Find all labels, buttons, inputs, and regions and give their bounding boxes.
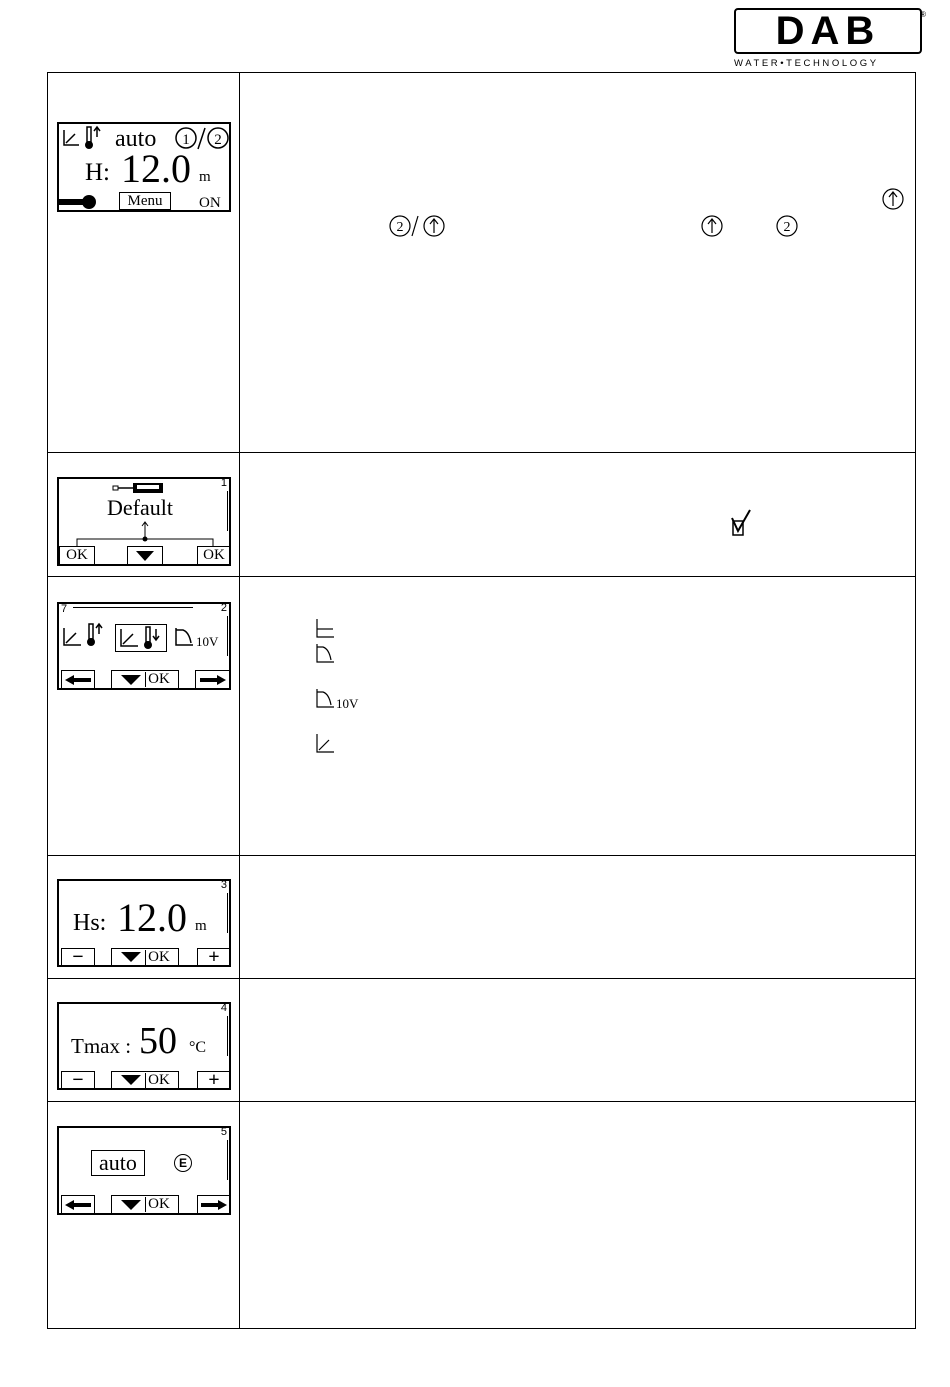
hs-unit: m xyxy=(195,918,207,934)
ok-label: OK xyxy=(148,671,170,687)
wrench-icon xyxy=(59,194,99,210)
proportional-pressure-icon xyxy=(313,733,335,755)
check-box-icon xyxy=(730,509,752,537)
page-number: 3 xyxy=(220,879,227,891)
row-divider xyxy=(47,978,916,979)
scroll-bar xyxy=(227,1140,228,1180)
down-button[interactable] xyxy=(127,546,163,565)
pump-1-icon xyxy=(881,187,907,211)
lcd-auto-mode xyxy=(57,1126,231,1215)
proportional-pressure-icon xyxy=(61,626,83,648)
pump-2-1-icon xyxy=(388,214,450,238)
ok-label: OK xyxy=(148,948,170,965)
pump-2-icon xyxy=(775,214,801,238)
curve-icon xyxy=(173,626,195,648)
arrow-down-icon xyxy=(120,1199,142,1211)
thermometer-up-icon xyxy=(81,125,103,151)
proportional-pressure-icon xyxy=(61,128,81,148)
ok-left-label: OK xyxy=(66,547,88,563)
row-divider xyxy=(47,576,916,577)
hs-label: Hs: xyxy=(73,910,107,936)
page-number: 2 xyxy=(220,602,227,614)
tmax-label: Tmax : xyxy=(71,1034,132,1058)
tmax-unit: °C xyxy=(189,1039,207,1056)
main-h-value: 12.0 xyxy=(121,146,191,191)
proportional-pressure-icon xyxy=(118,627,140,649)
left-page-number: 7 xyxy=(61,603,68,615)
main-h-unit: m xyxy=(199,169,211,185)
arrow-down-icon xyxy=(120,1074,142,1086)
logo-brand: DAB xyxy=(775,9,881,53)
down-ok-button[interactable] xyxy=(111,948,179,966)
curve-10v-icon xyxy=(313,688,335,710)
lcd-default xyxy=(57,477,231,566)
ten-v-legend-label: 10V xyxy=(336,696,359,711)
scroll-bar xyxy=(227,491,228,531)
scroll-bar xyxy=(227,616,228,656)
economy-icon xyxy=(174,1154,192,1172)
svg-text:2: 2 xyxy=(396,220,404,235)
down-ok-button[interactable] xyxy=(111,1071,179,1089)
left-button[interactable] xyxy=(61,1195,95,1214)
arrow-right-icon xyxy=(199,674,227,686)
wrench-icon xyxy=(111,481,173,495)
default-title: Default xyxy=(107,495,173,520)
plus-button[interactable] xyxy=(197,948,231,966)
minus-label: − xyxy=(72,1069,84,1091)
economy-symbol: E xyxy=(178,1156,187,1170)
lcd-control-mode xyxy=(57,602,231,690)
minus-button[interactable] xyxy=(61,1071,95,1089)
ok-label: OK xyxy=(148,1071,170,1088)
ten-v-label: 10V xyxy=(196,634,219,649)
row-divider xyxy=(47,855,916,856)
down-ok-button[interactable] xyxy=(111,1195,179,1214)
logo-box xyxy=(734,8,922,54)
lcd-hs-setpoint xyxy=(57,879,231,967)
menu-button[interactable] xyxy=(119,192,171,210)
page-number: 5 xyxy=(220,1126,227,1138)
svg-text:1: 1 xyxy=(182,132,190,148)
logo-tagline: WATER•TECHNOLOGY xyxy=(734,58,879,69)
row-divider xyxy=(47,1101,916,1102)
arrow-left-icon xyxy=(64,674,92,686)
curve-icon xyxy=(313,643,335,665)
thermometer-up-icon xyxy=(83,622,105,648)
row-divider xyxy=(47,452,916,453)
main-mode-label: auto xyxy=(115,126,157,152)
arrow-left-icon xyxy=(64,1199,92,1211)
right-button[interactable] xyxy=(195,670,231,689)
tmax-value: 50 xyxy=(139,1020,177,1062)
page-number: 1 xyxy=(220,477,227,489)
reset-diagram xyxy=(75,521,217,547)
scroll-bar xyxy=(227,893,228,933)
logo-registered: ® xyxy=(920,10,926,19)
arrow-down-icon xyxy=(120,951,142,963)
constant-pressure-icon xyxy=(313,618,335,640)
svg-text:2: 2 xyxy=(783,220,791,235)
dab-logo xyxy=(734,8,928,70)
arrow-down-icon xyxy=(135,550,155,562)
main-status-label: ON xyxy=(199,195,221,211)
ok-left-button[interactable] xyxy=(59,546,95,565)
svg-text:2: 2 xyxy=(214,132,222,148)
plus-button[interactable] xyxy=(197,1071,231,1089)
ok-right-button[interactable] xyxy=(197,546,231,565)
auto-mode-label: auto xyxy=(99,1150,137,1175)
lcd-tmax xyxy=(57,1002,231,1090)
lcd-main-display xyxy=(57,122,231,212)
thermometer-down-icon xyxy=(140,625,164,651)
selected-mode-box[interactable] xyxy=(115,624,167,652)
minus-label: − xyxy=(72,946,84,968)
menu-button-label: Menu xyxy=(127,192,163,209)
pump-1-icon xyxy=(700,214,726,238)
hs-value: 12.0 xyxy=(117,895,187,940)
scroll-bar xyxy=(227,1016,228,1056)
minus-button[interactable] xyxy=(61,948,95,966)
left-button[interactable] xyxy=(61,670,95,689)
right-button[interactable] xyxy=(197,1195,231,1214)
plus-label: + xyxy=(208,946,220,968)
ok-right-label: OK xyxy=(203,547,225,563)
plus-label: + xyxy=(208,1069,220,1091)
down-ok-button[interactable] xyxy=(111,670,179,689)
auto-mode-box[interactable] xyxy=(91,1150,145,1176)
arrow-down-icon xyxy=(120,674,142,686)
ok-label: OK xyxy=(148,1196,170,1212)
main-h-label: H: xyxy=(85,159,110,186)
column-divider xyxy=(239,72,240,1329)
page-number: 4 xyxy=(220,1002,227,1014)
arrow-right-icon xyxy=(200,1199,228,1211)
page-indicator-line xyxy=(73,607,193,608)
